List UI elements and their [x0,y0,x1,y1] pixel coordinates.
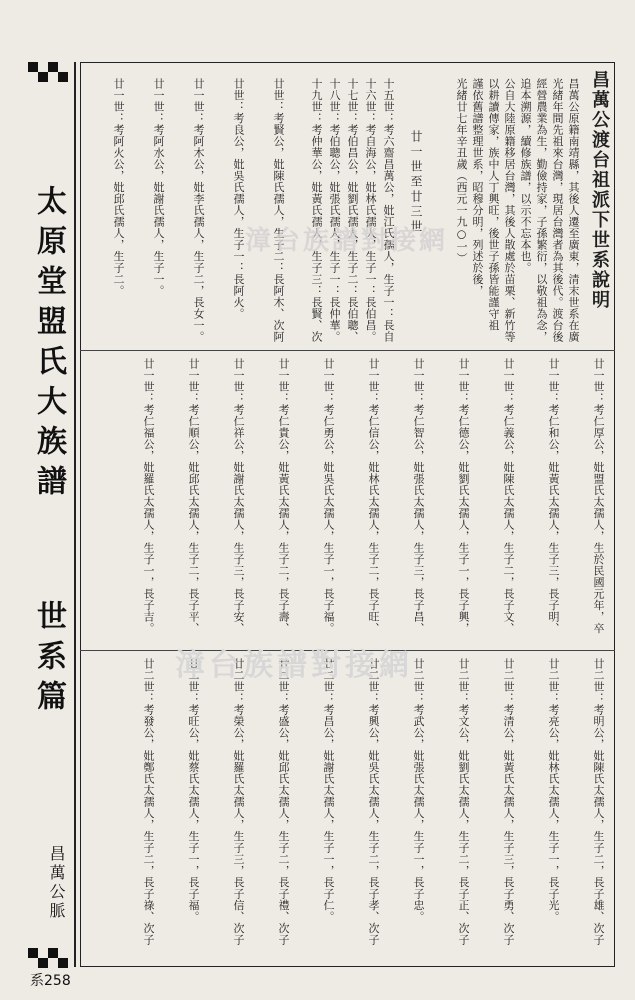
section-category: 世系篇 [31,600,66,720]
generation-entry: 廿一世：考仁祥公，妣謝氏太孺人，生子三，長子安、 [232,358,245,634]
generation-entry: 廿二世：考榮公，妣羅氏太孺人，生子三，長子信、次子 [232,658,245,946]
intro-line: 謹依舊譜整理世系，昭穆分明，列述於後， [471,78,484,297]
checker-ornament-top [28,62,72,82]
book-title: 太原堂盟氏大族譜 [31,185,66,505]
generation-entry: 廿一世：考仁德公，妣劉氏太孺人，生子一，長子興， [457,358,470,634]
generation-entry: 十六世：考自海公，妣林氏孺人，生子一：長伯昌。 [364,78,377,343]
generation-entry: 廿二世：考明公，妣陳氏太孺人，生子二，長子雄、次子 [592,658,605,946]
generation-entry: 廿一世：考阿火公，妣邱氏孺人，生子二。 [112,78,125,297]
intro-line: 光緒廿七年辛丑歲（西元一九○一） [455,78,468,264]
page-number: 系258 [30,973,71,989]
generation-entry: 十九世：考仲華公，妣黃氏孺人，生子三：長賢、次 [310,78,323,343]
generation-entry: 廿一世：考仁智公，妣張氏太孺人，生子三，長子昌、 [412,358,425,634]
generation-entry: 廿二世：考亮公，妣林氏太孺人，生子一，長子光。 [547,658,560,923]
intro-line: 昌萬公原籍南靖縣，其後人遷至廣東，清末世系在廣 [567,78,580,343]
intro-line: 追本溯源，續修族譜，以示不忘本也。 [519,78,532,274]
generation-entry: 廿二世：考昌公，妣謝氏太孺人，生子一，長子仁。 [322,658,335,923]
intro-line: 公自大陸原籍移居台灣，其後人散處於苗栗、新竹等 [503,78,516,343]
generation-entry: 廿二世：考興公，妣吳氏太孺人，生子二，長子孝、次子 [367,658,380,946]
generation-entry: 廿一世：考仁信公，妣林氏太孺人，生子二，長子旺、 [367,358,380,634]
generation-entry: 廿二世：考發公，妣鄭氏太孺人，生子二，長子祿、次子 [142,658,155,946]
intro-line: 光緒年間先祖來台灣，現居台灣者為其後代。渡台後 [551,78,564,343]
section-heading: 昌萬公渡台祖派下世系說明 [589,70,610,310]
generation-entry: 廿一世：考仁厚公，妣盟氏太孺人，生於民國元年，卒 [592,358,605,634]
subsection-title: 廿一世至廿三世 [409,130,423,235]
generation-entry: 廿一世：考仁義公，妣陳氏太孺人，生子二，長子文、 [502,358,515,634]
watermark-text: 漳台族譜對接網 [175,648,413,683]
intro-line: 經營農業為生，勤儉持家，子孫繁衍，以敬祖為念， [535,78,548,343]
generation-entry: 廿二世：考文公，妣劉氏太孺人，生子二，長子正、次子 [457,658,470,946]
generation-entry: 廿二世：考旺公，妣蔡氏太孺人，生子一，長子福。 [187,658,200,923]
generation-entry: 十五世：考六齋昌萬公，妣江氏孺人，生子一：長自 [382,78,395,343]
generation-entry: 廿二世：考清公，妣黃氏太孺人，生子三，長子勇、次子 [502,658,515,946]
generation-entry: 十七世：考伯昌公，妣劉氏孺人，生子二：長伯聰、 [346,78,359,343]
generation-entry: 廿一世：考阿水公，妣謝氏孺人，生子一。 [152,78,165,297]
intro-line: 以耕讀傳家，族中人丁興旺，後世子孫皆能謹守祖 [487,78,500,331]
watermark-text: 漳台族譜對接網 [245,226,449,256]
checker-ornament-bottom [28,948,72,968]
generation-entry: 十八世：考伯聰公，妣張氏孺人，生子一：長仲華。 [328,78,341,343]
generation-entry: 廿世：考賢公，妣陳氏孺人，生子二：長阿木、次阿 [272,78,285,343]
generation-entry: 廿一世：考仁勇公，妣吳氏太孺人，生子一，長子福。 [322,358,335,634]
section-divider-1 [80,350,615,351]
generation-entry: 廿二世：考盛公，妣邱氏太孺人，生子二，長子禮、次子 [277,658,290,946]
generation-entry: 廿一世：考仁順公，妣邱氏太孺人，生子二，長子平、 [187,358,200,634]
generation-entry: 廿一世：考仁和公，妣黃氏太孺人，生子三，長子明、 [547,358,560,634]
generation-entry: 廿世：考良公，妣吳氏孺人，生子一：長阿火。 [232,78,245,320]
generation-entry: 廿二世：考武公，妣張氏太孺人，生子一，長子忠。 [412,658,425,923]
generation-entry: 廿一世：考阿木公，妣李氏孺人，生子二，長女一。 [192,78,205,343]
branch-name: 昌萬公脈 [47,845,66,921]
generation-entry: 廿一世：考仁貴公，妣黃氏太孺人，生子二，長子壽、 [277,358,290,634]
generation-entry: 廿一世：考仁福公，妣羅氏太孺人，生子一，長子吉。 [142,358,155,634]
